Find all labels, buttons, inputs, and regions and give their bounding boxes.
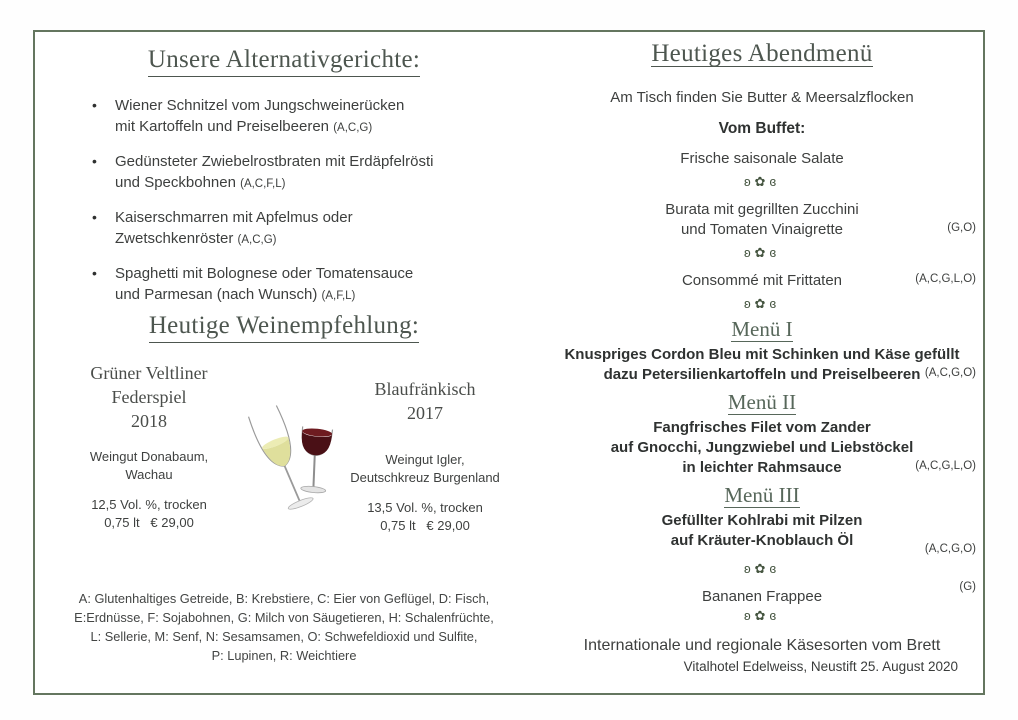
course-text: auf Gnocchi, Jungzwiebel und Liebstöckel <box>610 439 914 456</box>
menu-item-text <box>115 207 353 251</box>
left-column <box>58 46 510 691</box>
item-line-1: Spaghetti mit Bolognese oder Tomatensauce <box>115 265 414 282</box>
white-wine-entry <box>58 361 240 538</box>
wine-vintage: 2017 <box>407 403 443 423</box>
allergen-code: (A,C,G) <box>237 234 277 246</box>
allergen-code: (G) <box>959 581 976 593</box>
menu-1-title: Menü I <box>731 317 793 341</box>
course-text: auf Kräuter-Knoblauch Öl <box>670 532 854 549</box>
item-line-2: und Speckbohnen <box>115 174 241 191</box>
floral-divider-icon: ʚ✿ɞ <box>743 174 781 189</box>
bullet-icon: • <box>92 97 97 113</box>
menu-2-title: Menü II <box>727 390 797 414</box>
course-text: Knuspriges Cordon Bleu mit Schinken und Käse gefüllt <box>564 346 960 363</box>
wine-spec <box>340 499 510 535</box>
menu-item-text <box>115 151 433 195</box>
course-text: Frische saisonale Salate <box>680 150 844 167</box>
wine-price: 0,75 lt € 29,00 <box>104 515 194 530</box>
wine-row <box>58 361 510 538</box>
red-wine-entry <box>340 377 510 538</box>
allergen-code: (A,C,G,O) <box>924 543 976 555</box>
wine-name-line: Blaufränkisch <box>374 379 476 399</box>
item-line-2: und Parmesan (nach Wunsch) <box>115 286 322 303</box>
menu-item-text <box>115 263 413 307</box>
wine-producer <box>58 448 240 484</box>
allergen-code: (A,C,G,O) <box>924 367 976 379</box>
wine-name <box>58 361 240 433</box>
course-salad <box>548 149 976 169</box>
menu-item <box>92 95 510 139</box>
menu-1-course <box>548 345 976 385</box>
menu-item <box>92 151 510 195</box>
item-line-1: Kaiserschmarren mit Apfelmus oder <box>115 209 353 226</box>
course-burata <box>548 200 976 240</box>
course-text: in leichter Rahmsauce <box>682 459 842 476</box>
course-text: dazu Petersilienkartoffeln und Preiselbeeren <box>603 366 921 383</box>
producer-line: Weingut Igler, <box>385 452 465 467</box>
alcohol-spec: 13,5 Vol. %, trocken <box>367 500 483 515</box>
course-text: und Tomaten Vinaigrette <box>680 221 844 238</box>
allergen-code: (A,C,F,L) <box>240 178 286 190</box>
wine-price: 0,75 lt € 29,00 <box>380 518 470 533</box>
producer-line: Weingut Donabaum, <box>89 449 209 464</box>
floral-divider-icon: ʚ✿ɞ <box>743 608 781 623</box>
wine-name-line: Federspiel <box>111 387 187 407</box>
evening-menu-title: Heutiges Abendmenü <box>651 40 873 67</box>
wine-glasses-image <box>240 391 340 538</box>
course-dessert <box>548 581 976 607</box>
legend-line: A: Glutenhaltiges Getreide, B: Krebstiere, C: Eier von Geflügel, D: Fisch, <box>78 591 490 606</box>
intro-note: Am Tisch finden Sie Butter & Meersalzflocken <box>610 89 914 106</box>
item-line-1: Gedünsteter Zwiebelrostbraten mit Erdäpfelrösti <box>115 153 434 170</box>
item-line-1: Wiener Schnitzel vom Jungschweinerücken <box>115 97 405 114</box>
item-line-2: Zwetschkenröster <box>115 230 238 247</box>
course-consomme <box>548 271 976 291</box>
alternatives-section <box>58 46 510 319</box>
footer-signature: Vitalhotel Edelweiss, Neustift 25. August 2020 <box>683 659 958 674</box>
wine-glasses-svg <box>240 391 340 533</box>
course-text: Fangfrisches Filet vom Zander <box>653 419 871 436</box>
wine-spec <box>58 496 240 532</box>
course-text: Consommé mit Frittaten <box>681 272 843 289</box>
bullet-icon: • <box>92 265 97 281</box>
item-line-2: mit Kartoffeln und Preiselbeeren <box>115 118 334 135</box>
wine-name <box>340 377 510 425</box>
bullet-icon: • <box>92 209 97 225</box>
menu-item-text <box>115 95 404 139</box>
floral-divider-icon: ʚ✿ɞ <box>743 561 781 576</box>
wine-producer <box>340 451 510 487</box>
allergen-code: (A,F,L) <box>321 290 356 302</box>
floral-divider-icon: ʚ✿ɞ <box>743 296 781 311</box>
allergen-code: (G,O) <box>947 222 976 234</box>
menu-2-course <box>548 418 976 478</box>
course-text: Gefüllter Kohlrabi mit Pilzen <box>661 512 863 529</box>
course-cheese: Internationale und regionale Käsesorten vom Brett <box>583 637 941 654</box>
wine-recommendation-section <box>58 312 510 538</box>
producer-line: Wachau <box>125 467 173 482</box>
floral-divider-icon: ʚ✿ɞ <box>743 245 781 260</box>
course-text: Bananen Frappee <box>701 588 823 605</box>
course-text: Burata mit gegrillten Zucchini <box>665 201 859 218</box>
right-column <box>548 40 976 656</box>
producer-line: Deutschkreuz Burgenland <box>350 470 500 485</box>
menu-3-title: Menü III <box>724 483 800 507</box>
legend-line: L: Sellerie, M: Senf, N: Sesamsamen, O: Schwefeldioxid und Sulfite, <box>90 629 478 644</box>
menu-item <box>92 263 510 307</box>
allergen-code: (A,C,G,L,O) <box>915 273 976 285</box>
allergen-legend <box>58 589 510 665</box>
legend-line: E:Erdnüsse, F: Sojabohnen, G: Milch von Säugetieren, H: Schalenfrüchte, <box>74 610 494 625</box>
alternatives-title: Unsere Alternativgerichte: <box>148 46 420 77</box>
wine-vintage: 2018 <box>131 411 167 431</box>
allergen-code: (A,C,G,L,O) <box>915 460 976 472</box>
alcohol-spec: 12,5 Vol. %, trocken <box>91 497 207 512</box>
menu-item <box>92 207 510 251</box>
allergen-code: (A,C,G) <box>333 122 373 134</box>
wine-section-title: Heutige Weinempfehlung: <box>149 312 419 343</box>
wine-name-line: Grüner Veltliner <box>90 363 208 383</box>
bullet-icon: • <box>92 153 97 169</box>
buffet-label: Vom Buffet: <box>718 120 806 137</box>
alternatives-list <box>92 95 510 307</box>
menu-3-course <box>548 511 976 555</box>
legend-line: P: Lupinen, R: Weichtiere <box>211 648 357 663</box>
